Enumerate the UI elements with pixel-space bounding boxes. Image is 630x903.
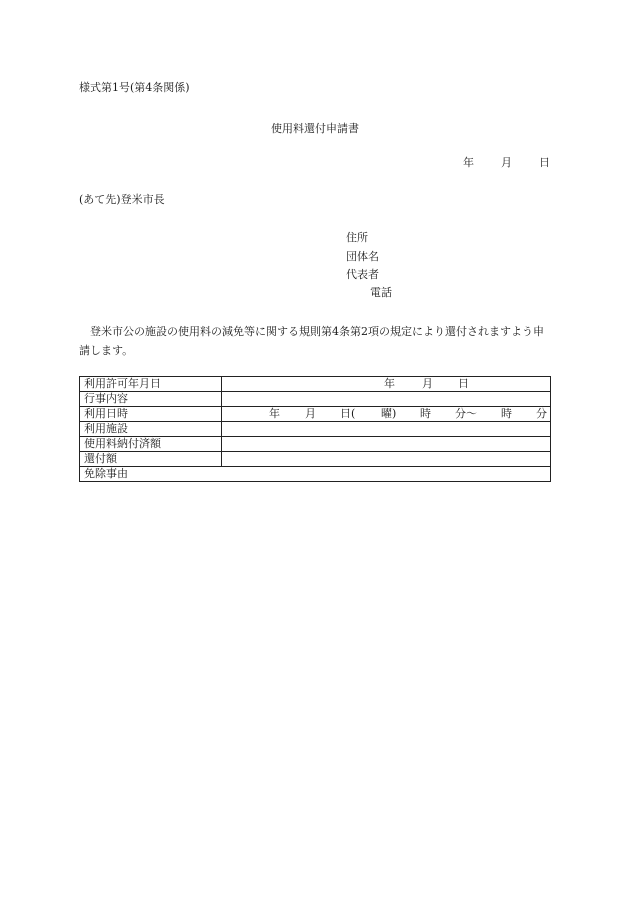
applicant-phone-label: 電話 [370,286,392,299]
application-body-text: 登米市公の施設の使用料の減免等に関する規則第4条第2項の規定により還付されますよう申請します。 [79,325,544,357]
usage-minute-from-label: 分～ [455,407,477,420]
addressee: (あて先)登米市長 [79,193,165,206]
table-row [80,467,551,482]
date-year-label: 年 [463,156,474,169]
form-number: 様式第1号(第4条関係) [79,81,190,94]
row-label-event-content: 行事内容 [80,392,222,407]
date-day-label: 日 [539,156,550,169]
usage-hour-to-label: 時 [501,407,512,420]
date-line [463,157,550,168]
application-detail-table [79,376,551,482]
table-row [80,422,551,437]
row-label-fee-paid: 使用料納付済額 [80,437,222,452]
row-label-refund-amount: 還付額 [80,452,222,467]
usage-year-label: 年 [269,407,280,420]
event-content-cell[interactable] [222,392,551,407]
table-row [80,452,551,467]
usage-hour-from-label: 時 [420,407,431,420]
facility-cell[interactable] [222,422,551,437]
permit-day-label: 日 [458,377,469,390]
applicant-group-label: 団体名 [346,250,379,263]
row-label-facility: 利用施設 [80,422,222,437]
document-title: 使用料還付申請書 [271,122,359,135]
applicant-address-label: 住所 [346,231,368,244]
usage-day-label: 日( [340,407,356,420]
table-row [80,407,551,422]
usage-minute-to-label: 分 [536,407,547,420]
usage-month-label: 月 [305,407,316,420]
row-label-usage-datetime: 利用日時 [80,407,222,422]
usage-datetime-cell[interactable] [222,407,551,422]
fee-paid-cell[interactable] [222,437,551,452]
table-row [80,392,551,407]
row-label-permit-date: 利用許可年月日 [80,377,222,392]
date-month-label: 月 [501,156,512,169]
table-row [80,437,551,452]
applicant-representative-label: 代表者 [346,268,379,281]
permit-month-label: 月 [422,377,433,390]
table-row [80,377,551,392]
row-exemption-reason[interactable] [80,467,551,482]
refund-amount-cell[interactable] [222,452,551,467]
permit-year-label: 年 [384,377,395,390]
permit-date-cell[interactable] [222,377,551,392]
row-label-exemption-reason: 免除事由 [84,467,128,480]
usage-weekday-label: 曜) [381,407,397,420]
